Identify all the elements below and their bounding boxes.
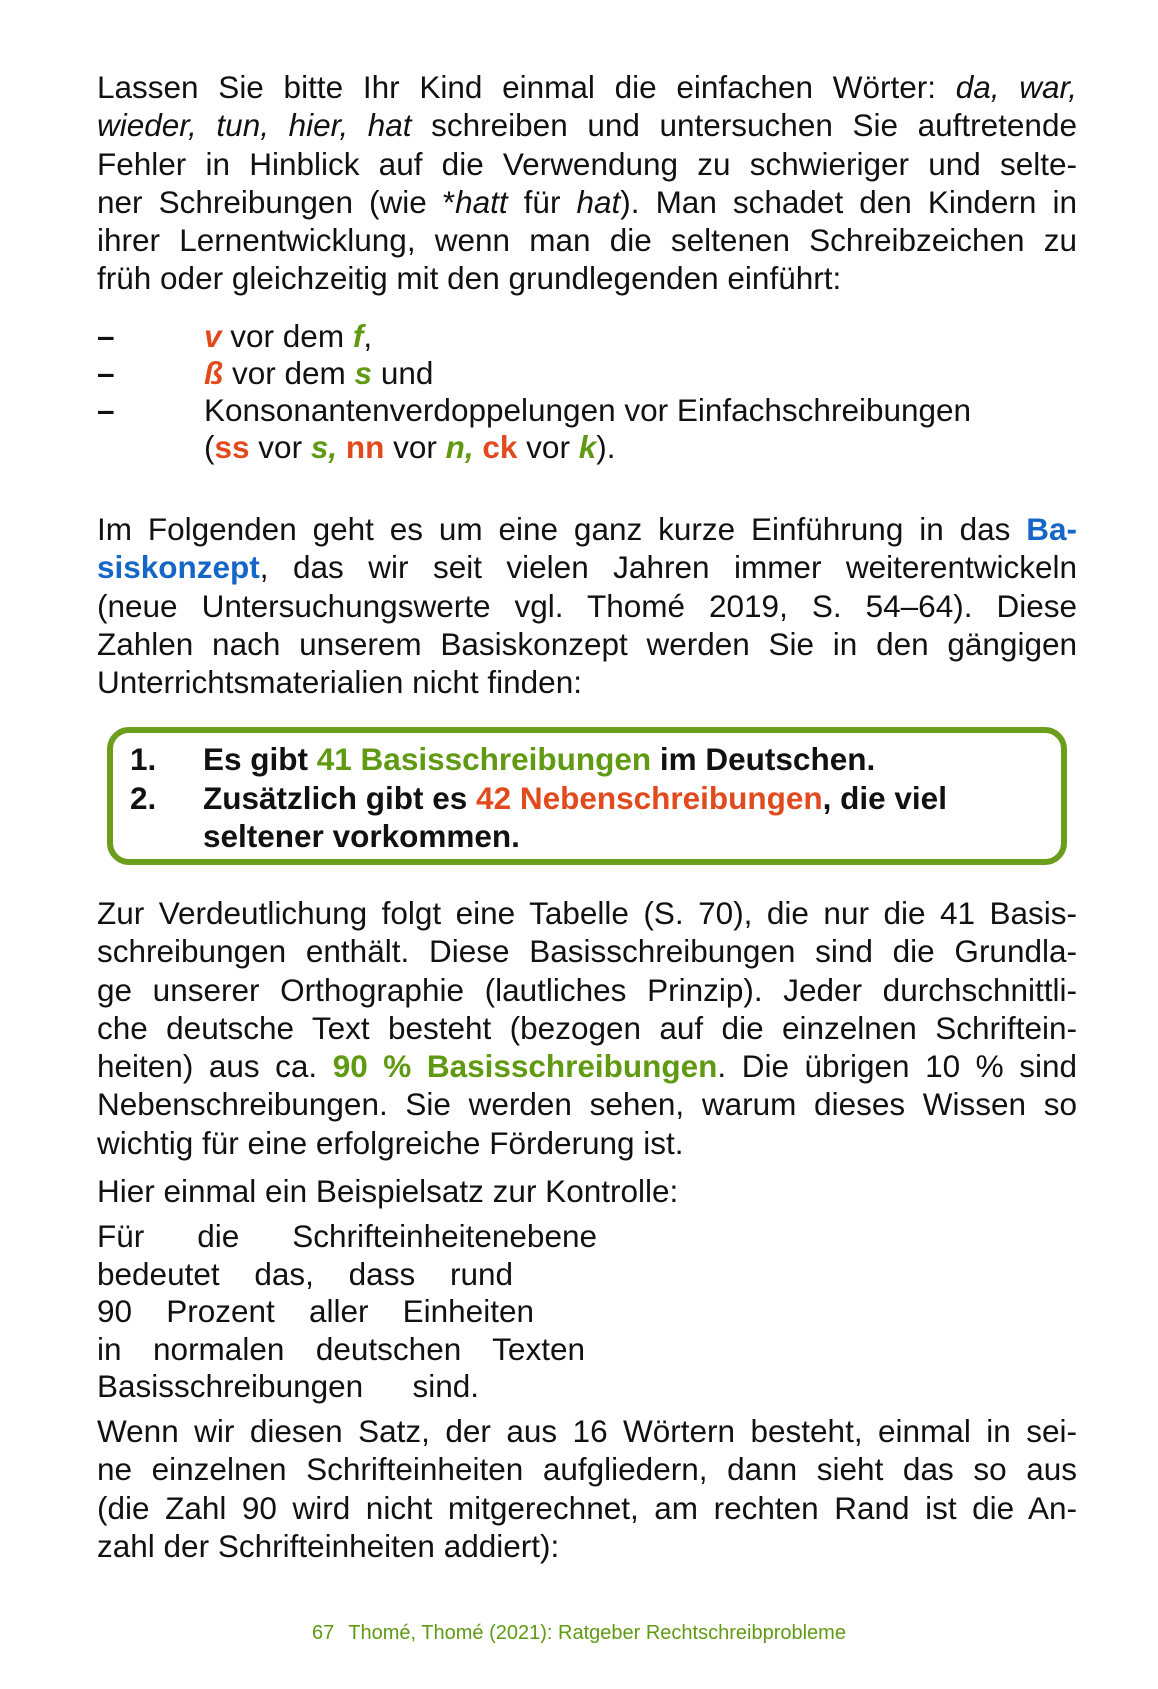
text-line: früh oder gleichzeitig mit den grundlegenden einführt:: [97, 260, 842, 297]
text-line: 90 Prozent aller Einheiten: [97, 1293, 534, 1330]
text-line: Lassen Sie bitte Ihr Kind einmal die einfachen Wörter: da, war,: [97, 69, 1077, 105]
text-line: ihrer Lernentwicklung, wenn man die seltenen Schreibzeichen zu: [97, 222, 1077, 259]
intro-paragraph: [97, 68, 1077, 298]
numbered-item: 2. Zusätzlich gibt es 42 Nebenschreibungen, die viel: [130, 779, 947, 816]
text-line: ge unserer Orthographie (lautliches Prinzip). Jeder durchschnittli-: [97, 971, 1077, 1008]
text-line: bedeutet das, dass rund: [97, 1255, 513, 1292]
text-line: Zahlen nach unserem Basiskonzept werden Sie in den gängigen: [97, 625, 1077, 662]
text-line: Basisschreibungen sind.: [97, 1368, 479, 1405]
text-line: in normalen deutschen Texten: [97, 1330, 585, 1367]
text-line: Unterrichtsmaterialien nicht finden:: [97, 664, 582, 701]
text-line: (die Zahl 90 wird nicht mitgerechnet, am rechten Rand ist die An-: [97, 1489, 1077, 1526]
kontrolle-paragraph: [97, 1172, 1077, 1210]
aufgliederung-paragraph: [97, 1412, 1077, 1565]
text-line: zahl der Schrifteinheiten addiert):: [97, 1527, 560, 1564]
text-line: Hier einmal ein Beispielsatz zur Kontrolle:: [97, 1173, 679, 1209]
numbered-item: 1. Es gibt 41 Basisschreibungen im Deutschen.: [130, 741, 876, 777]
citation: Thomé, Thomé (2021): Ratgeber Rechtschreibprobleme: [348, 1622, 846, 1644]
text-line: schreibungen enthält. Diese Basisschreibungen sind die Grundla-: [97, 933, 1077, 970]
text-line: Wenn wir diesen Satz, der aus 16 Wörtern besteht, einmal in sei-: [97, 1413, 1077, 1449]
tabelle-paragraph: [97, 894, 1077, 1162]
list-item: – ß vor dem s und: [97, 355, 434, 391]
text-line: siskonzept, das wir seit vielen Jahren immer weiterentwickeln: [97, 549, 1077, 586]
text-line: wieder, tun, hier, hat schreiben und untersuchen Sie auftretende: [97, 107, 1077, 144]
dash-marker: –: [97, 392, 115, 428]
list-item: – Konsonantenverdoppelungen vor Einfachschreibungen: [97, 392, 972, 428]
page-footer: [0, 1622, 1158, 1645]
list-item: – v vor dem f,: [97, 318, 373, 354]
bullet-list: [97, 318, 1077, 466]
text-line: ner Schreibungen (wie *hatt für hat). Man schadet den Kindern in: [97, 183, 1077, 220]
example-sentence: [97, 1218, 597, 1406]
page-number: 67: [312, 1622, 335, 1644]
basiskonzept-paragraph: [97, 510, 1077, 701]
text-line: ne einzelnen Schrifteinheiten aufgliedern, dann sieht das so aus: [97, 1451, 1077, 1488]
text-line: wichtig für eine erfolgreiche Förderung ist.: [97, 1124, 684, 1161]
text-line: (neue Untersuchungswerte vgl. Thomé 2019, S. 54–64). Diese: [97, 587, 1077, 624]
dash-marker: –: [97, 355, 115, 391]
list-item-continuation: (ss vor s, nn vor n, ck vor k).: [204, 429, 616, 465]
text-line: Zur Verdeutlichung folgt eine Tabelle (S. 70), die nur die 41 Basis-: [97, 895, 1077, 931]
numbered-item-continuation: seltener vorkommen.: [203, 818, 520, 854]
highlight-box-content: [130, 740, 1030, 856]
dash-marker: –: [97, 318, 115, 354]
text-line: heiten) aus ca. 90 % Basisschreibungen. Die übrigen 10 % sind: [97, 1048, 1077, 1085]
text-line: Nebenschreibungen. Sie werden sehen, warum dieses Wissen so: [97, 1086, 1077, 1123]
text-line: Für die Schrifteinheitenebene: [97, 1218, 597, 1254]
text-line: che deutsche Text besteht (bezogen auf die einzelnen Schriftein-: [97, 1009, 1077, 1046]
text-line: Fehler in Hinblick auf die Verwendung zu schwieriger und selte-: [97, 145, 1077, 182]
text-line: Im Folgenden geht es um eine ganz kurze Einführung in das Ba-: [97, 511, 1077, 547]
